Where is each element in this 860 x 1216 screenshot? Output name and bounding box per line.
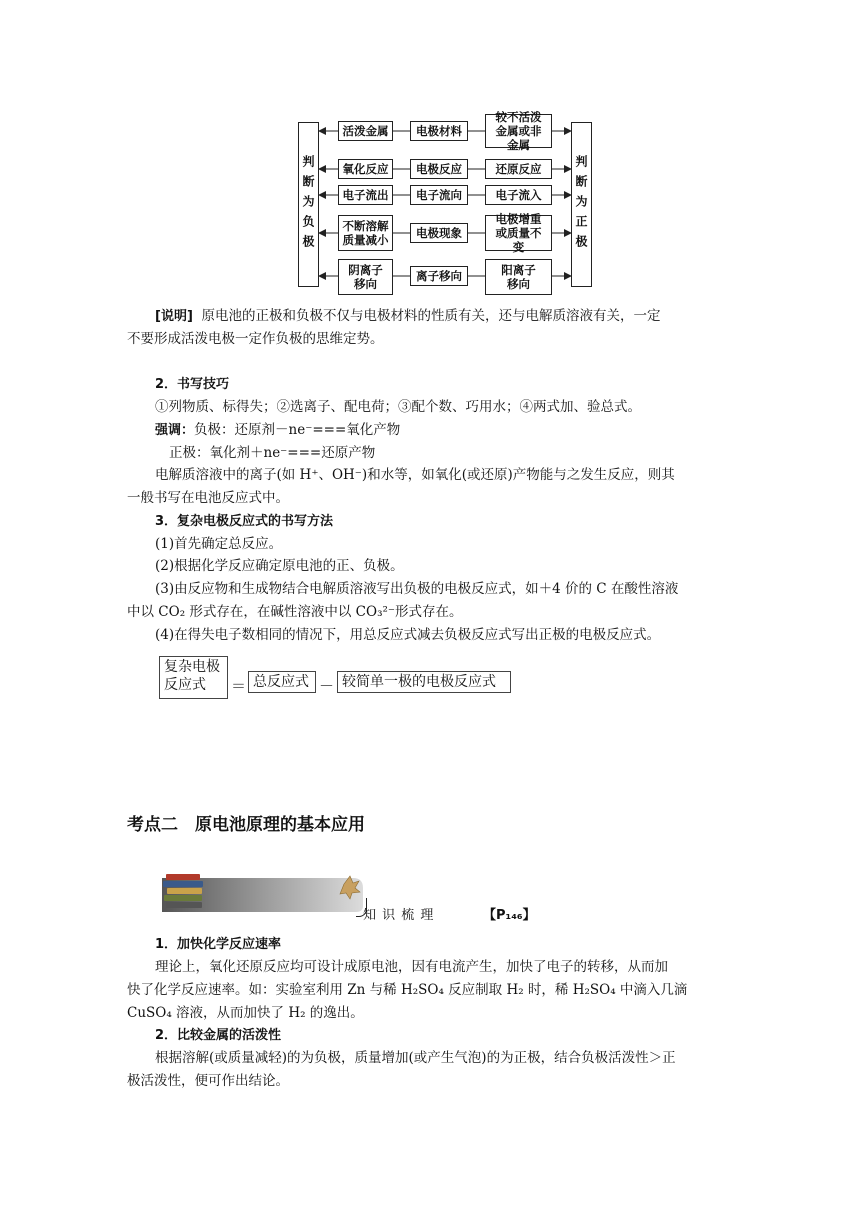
sec3-step-3b: 中以 CO₂ 形式存在，在碱性溶液中以 CO₃²⁻形式存在。 — [127, 604, 463, 620]
formula-complex-line-1: 复杂电极 — [164, 659, 220, 675]
row1-right-box: 较不活泼金属或非金属 — [485, 114, 552, 148]
compare-line-1: 根据溶解(或质量减轻)的为负极，质量增加(或产生气泡)的为正极，结合负极活泼性＞正 — [155, 1050, 676, 1066]
formula-complex-line-2: 反应式 — [164, 677, 206, 693]
note-label: [说明] — [155, 309, 193, 324]
sec3-step-1: (1)首先确定总反应。 — [155, 536, 283, 552]
speed-title: 1．加快化学反应速率 — [155, 937, 282, 952]
speed-line-2: 快了化学反应速率。如：实验室利用 Zn 与稀 H₂SO₄ 反应制取 H₂ 时，稀 H₂SO₄ 中滴入几滴 — [127, 982, 688, 998]
note-line-1 — [127, 306, 747, 327]
formula-minus: － — [319, 677, 335, 695]
sec2-title: 2．书写技巧 — [155, 377, 230, 392]
knowledge-banner — [158, 868, 558, 923]
compare-title: 2．比较金属的活泼性 — [155, 1028, 282, 1043]
electrode-judgement-diagram — [0, 0, 860, 300]
formula-equals: ＝ — [231, 677, 247, 695]
row2-left-box: 氧化反应 — [338, 159, 393, 179]
row3-right-box: 电子流入 — [485, 185, 552, 205]
diagram-arrows — [0, 0, 860, 300]
sec2-negative-line — [127, 420, 747, 441]
row2-middle-box: 电极反应 — [410, 159, 468, 179]
row5-middle-box: 离子移向 — [410, 266, 468, 286]
section-heading: 考点二 原电池原理的基本应用 — [127, 815, 365, 835]
negative-equation: 负极：还原剂－ne⁻===氧化产物 — [194, 422, 401, 438]
positive-electrode-bar: 判断为正极 — [571, 122, 592, 287]
row3-middle-box: 电子流向 — [410, 185, 468, 205]
formula-simple-box: 较简单一极的电极反应式 — [337, 671, 511, 693]
row5-right-box: 阳离子移向 — [485, 259, 552, 295]
sec2-para-2: 一般书写在电池反应式中。 — [127, 490, 289, 506]
sec3-step-3a: (3)由反应物和生成物结合电解质溶液写出负极的电极反应式，如＋4 价的 C 在酸性溶液 — [155, 581, 679, 597]
positive-equation: 正极：氧化剂＋ne⁻===还原产物 — [169, 445, 376, 461]
row4-left-box: 不断溶解质量减小 — [338, 215, 393, 251]
compare-line-2: 极活泼性，便可作出结论。 — [127, 1073, 289, 1089]
speed-line-3: CuSO₄ 溶液，从而加快了 H₂ 的逸出。 — [127, 1005, 364, 1021]
row1-middle-box: 电极材料 — [410, 121, 468, 141]
negative-electrode-bar: 判断为负极 — [298, 122, 319, 287]
row1-left-box: 活泼金属 — [338, 121, 393, 141]
sec2-para-1: 电解质溶液中的离子(如 H⁺、OH⁻)和水等，如氧化(或还原)产物能与之发生反应，则其 — [155, 467, 675, 483]
row5-left-box: 阴离子移向 — [338, 259, 393, 295]
sec3-step-4: (4)在得失电子数相同的情况下，用总反应式减去负极反应式写出正极的电极反应式。 — [155, 627, 661, 643]
note-text-1: 原电池的正极和负极不仅与电极材料的性质有关，还与电解质溶液有关，一定 — [201, 308, 661, 324]
row2-right-box: 还原反应 — [485, 159, 552, 179]
sec3-step-2: (2)根据化学反应确定原电池的正、负极。 — [155, 558, 404, 574]
emphasis-label: 强调： — [155, 423, 195, 438]
banner-label: 知 识 梳 理 — [363, 908, 435, 923]
books-banner-graphic — [158, 868, 368, 918]
row4-middle-box: 电极现象 — [410, 223, 468, 243]
sec3-title: 3．复杂电极反应式的书写方法 — [155, 514, 334, 529]
speed-line-1: 理论上，氧化还原反应均可设计成原电池，因有电流产生，加快了电子的转移，从而加 — [155, 959, 668, 975]
row4-right-box: 电极增重或质量不变 — [485, 215, 552, 251]
note-text-2: 不要形成活泼电极一定作负极的思维定势。 — [127, 331, 384, 347]
formula-complex-box — [159, 656, 228, 699]
banner-page-ref: 【P₁₄₆】 — [483, 908, 536, 923]
row3-left-box: 电子流出 — [338, 185, 393, 205]
formula-total-box: 总反应式 — [248, 671, 316, 693]
sec2-steps: ①列物质、标得失；②选离子、配电荷；③配个数、巧用水；④两式加、验总式。 — [155, 399, 641, 415]
